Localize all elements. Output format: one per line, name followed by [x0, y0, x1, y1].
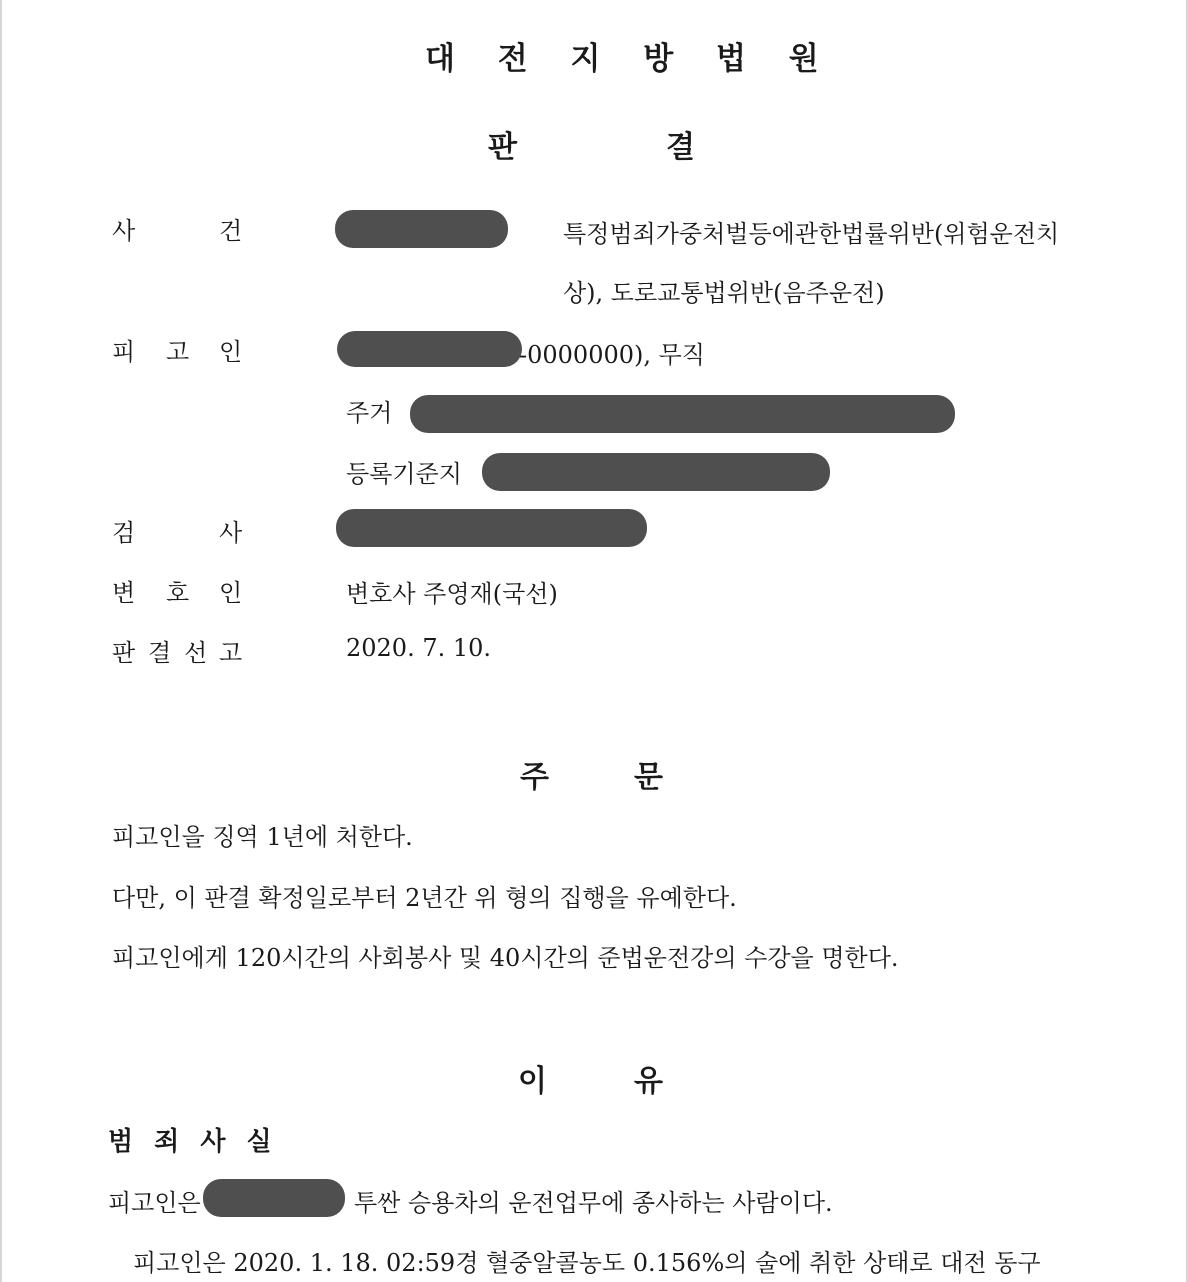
defense-value: 변호사 주영재(국선): [346, 580, 558, 608]
order-line-1: 피고인을 징역 1년에 처한다.: [112, 823, 413, 851]
facts-line2: 피고인은 2020. 1. 18. 02:59경 혈중알콜농도 0.156%의 술에 취한 상태로 대전 동구: [133, 1249, 1041, 1277]
reason-heading-left: 이: [518, 1064, 547, 1099]
sentence-date-label-4: 고: [219, 639, 243, 667]
order-heading-left: 주: [520, 760, 549, 795]
defendant-id-suffix: -0000000), 무직: [519, 341, 705, 369]
prosecutor-label-2: 사: [219, 519, 243, 547]
page-edge-left: [0, 0, 2, 1282]
sentence-date-value: 2020. 7. 10.: [346, 634, 492, 662]
facts-line1-suffix: 투싼 승용차의 운전업무에 종사하는 사람이다.: [354, 1189, 833, 1217]
reason-heading-right: 유: [634, 1064, 663, 1099]
order-line-3: 피고인에게 120시간의 사회봉사 및 40시간의 준법운전강의 수강을 명한다.: [112, 944, 899, 972]
sentence-date-label-3: 선: [184, 639, 208, 667]
case-value-line2: 상), 도로교통법위반(음주운전): [563, 279, 885, 307]
sentence-date-label-1: 판: [112, 639, 136, 667]
defendant-name-redaction: [337, 331, 522, 367]
defendant-label-3: 인: [219, 338, 243, 366]
facts-title: 범 죄 사 실: [108, 1127, 278, 1157]
case-number-redaction: [335, 210, 508, 248]
defense-label-2: 호: [166, 579, 190, 607]
defense-label-3: 인: [219, 579, 243, 607]
case-label-1: 사: [112, 217, 136, 245]
case-value-line1: 특정범죄가중처벌등에관한법률위반(위험운전치: [563, 220, 1060, 248]
registry-label: 등록기준지: [346, 460, 462, 488]
prosecutor-label-1: 검: [112, 519, 136, 547]
doc-type-left: 판: [488, 130, 517, 165]
vehicle-redaction: [203, 1179, 345, 1217]
order-heading-right: 문: [634, 760, 663, 795]
address-label: 주거: [346, 399, 393, 427]
registry-redaction: [482, 453, 830, 491]
court-name: 대 전 지 방 법 원: [425, 41, 835, 77]
order-line-2: 다만, 이 판결 확정일로부터 2년간 위 형의 집행을 유예한다.: [112, 884, 737, 912]
facts-line1-prefix: 피고인은: [108, 1189, 201, 1217]
defendant-label-1: 피: [112, 338, 136, 366]
case-label-2: 건: [219, 217, 243, 245]
defense-label-1: 변: [112, 579, 136, 607]
sentence-date-label-2: 결: [148, 639, 172, 667]
prosecutor-redaction: [336, 509, 647, 547]
address-redaction: [410, 395, 955, 433]
doc-type-right: 결: [666, 130, 695, 165]
defendant-label-2: 고: [166, 338, 190, 366]
